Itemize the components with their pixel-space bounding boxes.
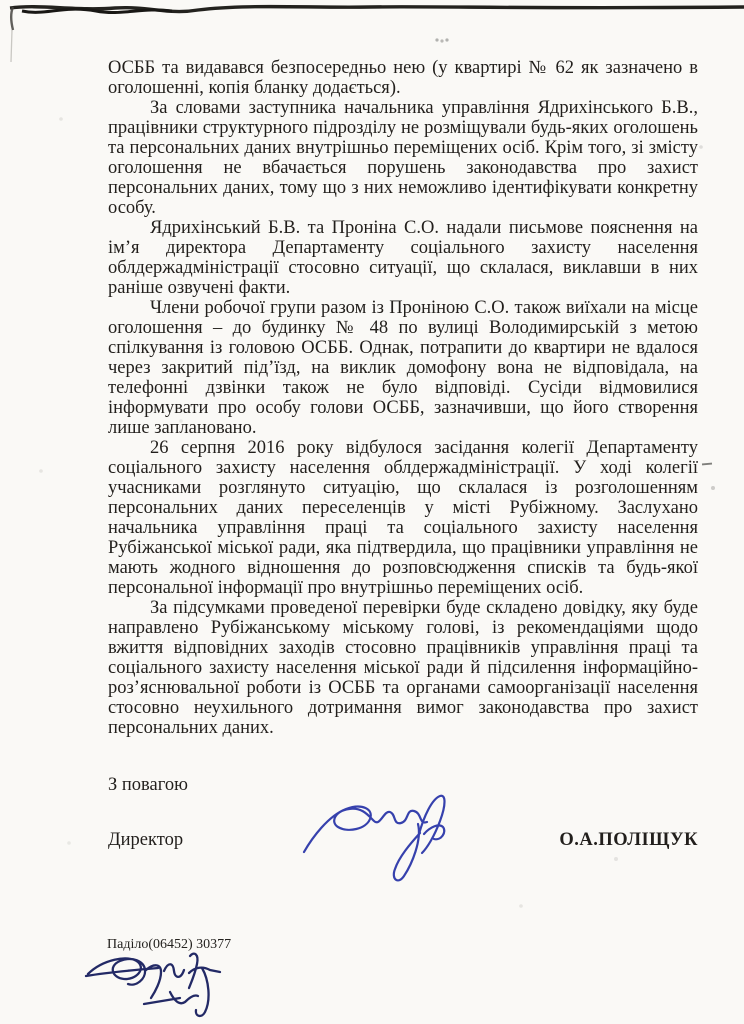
signature-block: [108, 830, 698, 850]
letter-paragraph: За підсумками проведеної перевірки буде складено довідку, яку буде направлено Рубіжанському міському голові, із рекомендаціями щодо вжиття відповідних заходів стосовно працівників управління праці та соціального захисту населення міської ради й підсилення інформаційно-роз’яснювальної роботи із ОСББ та органами самоорганізації населення стосовно неухильного дотримання вимог законодавства про захист персональних даних.: [108, 598, 698, 738]
executor-signature-icon: [82, 948, 222, 1024]
director-signature-icon: [300, 792, 448, 892]
closing-salutation: З повагою: [108, 775, 188, 795]
letter-paragraph: Члени робочої групи разом із Проніною С.О. також виїхали на місце оголошення – до будинку № 48 по вулиці Володимирській з метою спілкування із головою ОСББ. Однак, потрапити до квартири не вдалося через закритий під’їзд, на виклик домофону вона не відповідала, на телефонні дзвінки також не було відповіді. Сусіди відмовилися інформувати про особу голови ОСББ, зазначивши, що його створення лише заплановано.: [108, 298, 698, 438]
footer-contact: Паділо(06452) 30377: [107, 937, 232, 952]
letter-paragraph: 26 серпня 2016 року відбулося засідання колегії Департаменту соціального захисту населення облдержадміністрації. У ході колегії учасниками розглянуто ситуацію, що склалася із розголошенням персональних даних переселенців у місті Рубіжному. Заслухано начальника управління праці та соціального захисту населення Рубіжанської міської ради, яка підтвердила, що працівники управління не мають жодного відношення до розповсюдження списків та будь-якої персональної інформації про внутрішньо переміщених осіб.: [108, 438, 698, 598]
letter-paragraph: За словами заступника начальника управління Ядрихінського Б.В., працівники структурного підрозділу не розміщували будь-яких оголошень та персональних даних внутрішньо переміщених осіб. Крім того, зі змісту оголошення не вбачається порушень законодавства про захист персональних даних, тому що з них неможливо ідентифікувати конкретну особу.: [108, 98, 698, 218]
letter-paragraph: ОСББ та видавався безпосередньо нею (у квартирі № 62 як зазначено в оголошенні, копія бланку додається).: [108, 58, 698, 98]
scan-noise-dash: [702, 463, 712, 466]
scan-noise-speckles: [0, 0, 2, 2]
signer-title: Директор: [108, 830, 184, 850]
signer-name: О.А.ПОЛІЩУК: [559, 830, 698, 850]
letter-paragraph: Ядрихінський Б.В. та Проніна С.О. надали письмове пояснення на ім’я директора Департаменту соціального захисту населення облдержадміністрації стосовно ситуації, що склалася, виклавши в них раніше озвучені факти.: [108, 218, 698, 298]
letter-body: [108, 58, 698, 850]
